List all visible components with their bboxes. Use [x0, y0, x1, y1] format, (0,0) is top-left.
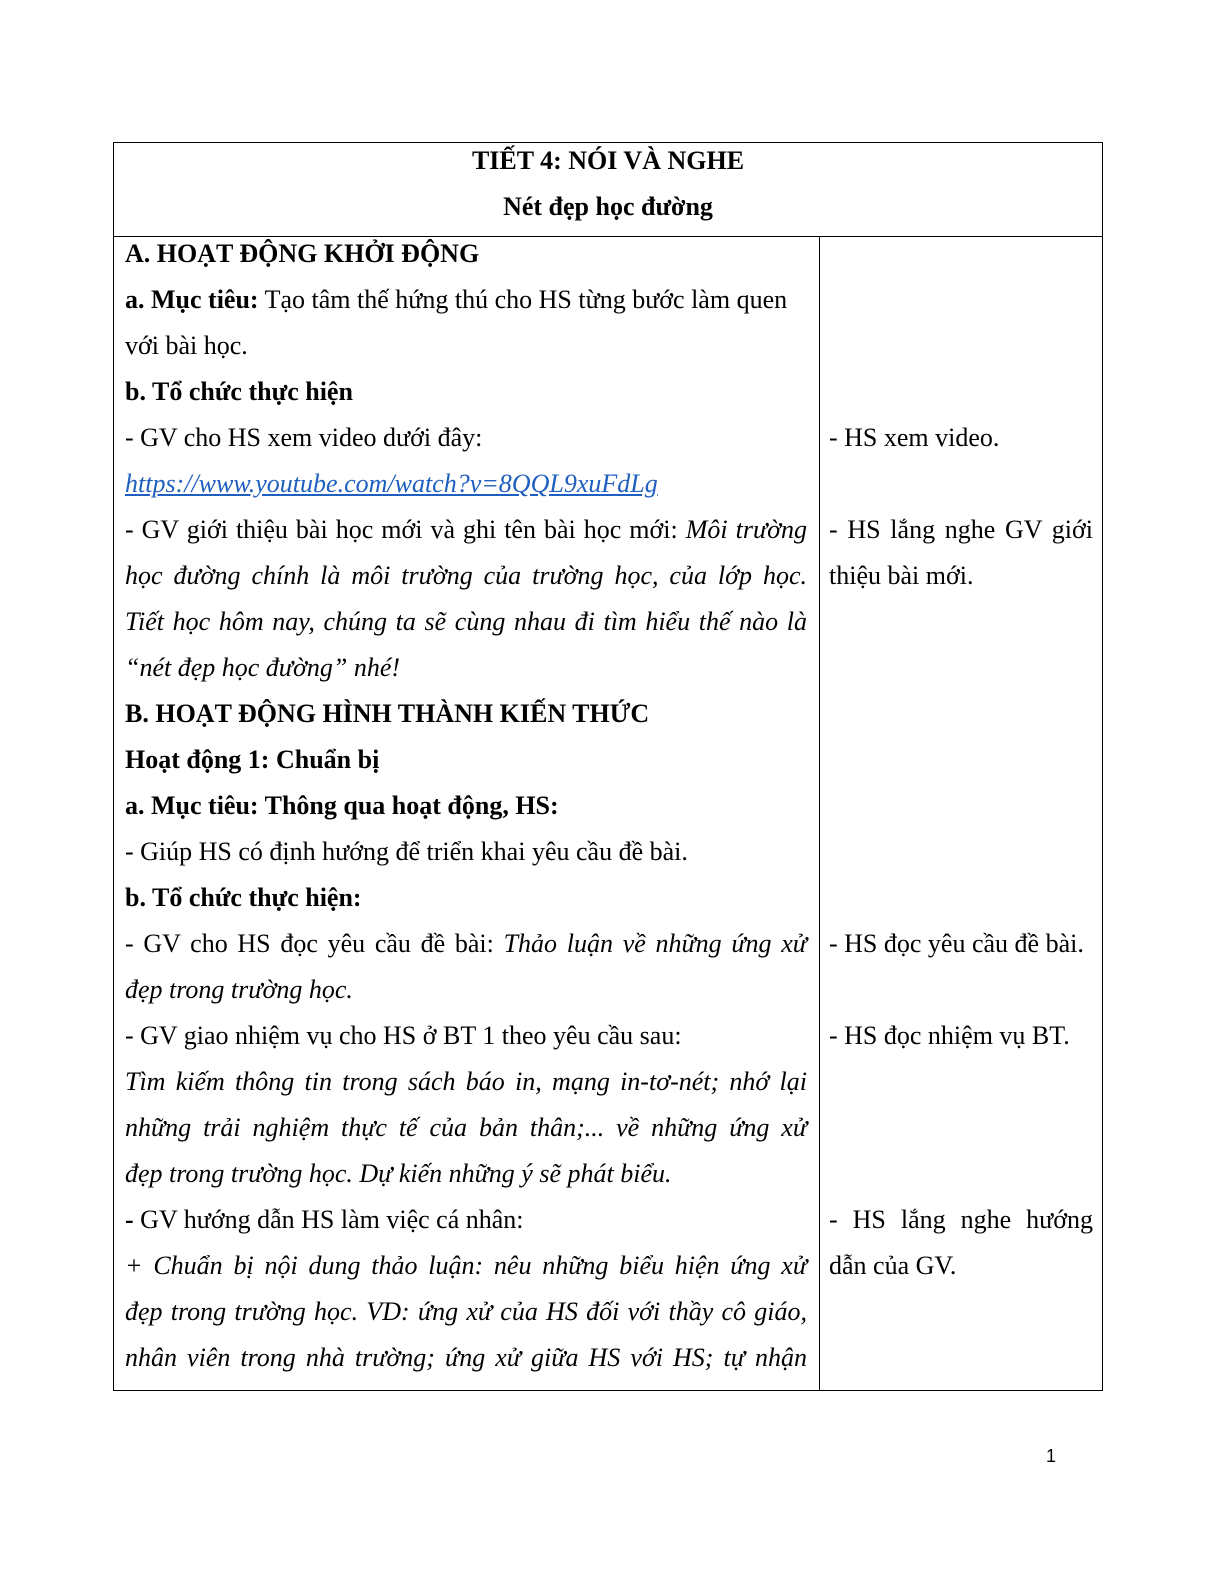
section-a-heading: A. HOẠT ĐỘNG KHỞI ĐỘNG [125, 239, 480, 268]
guide-text: - GV hướng dẫn HS làm việc cá nhân: [125, 1205, 524, 1234]
lesson-subtitle: Nét đẹp học đường [503, 192, 713, 221]
hs-guide-line-1: - HS lắng nghe hướng [829, 1205, 1093, 1234]
column-divider [819, 237, 820, 1390]
hs-listen-line-1: - HS lắng nghe GV giới [829, 515, 1093, 544]
activity-1-objective: a. Mục tiêu: Thông qua hoạt động, HS: [125, 791, 559, 820]
prep-line-2: đẹp trong trường học. VD: ứng xử của HS đối với thầy cô giáo, [125, 1297, 807, 1326]
requirement-line-2: đẹp trong trường học. [125, 975, 353, 1004]
b-organize-heading: b. Tổ chức thực hiện [125, 377, 353, 406]
task-line-3: đẹp trong trường học. Dự kiến những ý sẽ phát biểu. [125, 1159, 672, 1188]
prep-line-1: + Chuẩn bị nội dung thảo luận: nêu những biểu hiện ứng xử [125, 1251, 807, 1280]
hs-listen-line-2: thiệu bài mới. [829, 561, 974, 590]
video-link[interactable]: https://www.youtube.com/watch?v=8QQL9xuFdLg [125, 469, 658, 498]
hs-watch-video: - HS xem video. [829, 423, 1000, 452]
prep-line-3: nhân viên trong nhà trường; ứng xử giữa HS với HS; tự nhận [125, 1343, 807, 1372]
requirement-line-1: - GV cho HS đọc yêu cầu đề bài: Thảo luận về những ứng xử [125, 929, 807, 958]
lesson-table [113, 142, 1103, 1391]
table-header [114, 143, 1102, 237]
task-line-1: Tìm kiếm thông tin trong sách báo in, mạng in-tơ-nét; nhớ lại [125, 1067, 807, 1096]
a-objective: a. Mục tiêu: Tạo tâm thế hứng thú cho HS từng bước làm quen [125, 285, 788, 314]
hs-guide-line-2: dẫn của GV. [829, 1251, 957, 1280]
task-text: - GV giao nhiệm vụ cho HS ở BT 1 theo yêu cầu sau: [125, 1021, 682, 1050]
intro-line-1: - GV giới thiệu bài học mới và ghi tên bài học mới: Môi trường [125, 515, 808, 544]
gv-video-text: - GV cho HS xem video dưới đây: [125, 423, 483, 452]
hs-read-task: - HS đọc nhiệm vụ BT. [829, 1021, 1070, 1050]
activity-1-heading: Hoạt động 1: Chuẩn bị [125, 745, 380, 774]
activity-1-organize: b. Tổ chức thực hiện: [125, 883, 362, 912]
hs-read-requirement: - HS đọc yêu cầu đề bài. [829, 929, 1084, 958]
lesson-title: TIẾT 4: NÓI VÀ NGHE [471, 146, 745, 175]
section-b-heading: B. HOẠT ĐỘNG HÌNH THÀNH KIẾN THỨC [125, 699, 650, 728]
intro-line-4: “nét đẹp học đường” nhé! [125, 653, 401, 682]
task-line-2: những trải nghiệm thực tế của bản thân;... về những ứng xử [125, 1113, 807, 1142]
intro-line-3: Tiết học hôm nay, chúng ta sẽ cùng nhau đi tìm hiểu thế nào là [125, 607, 807, 636]
page-number: 1 [1046, 1446, 1057, 1466]
activity-1-objective-text: - Giúp HS có định hướng để triển khai yêu cầu đề bài. [125, 837, 688, 866]
intro-line-2: học đường chính là môi trường của trường học, của lớp học. [125, 561, 807, 590]
a-objective-cont: với bài học. [125, 331, 248, 360]
